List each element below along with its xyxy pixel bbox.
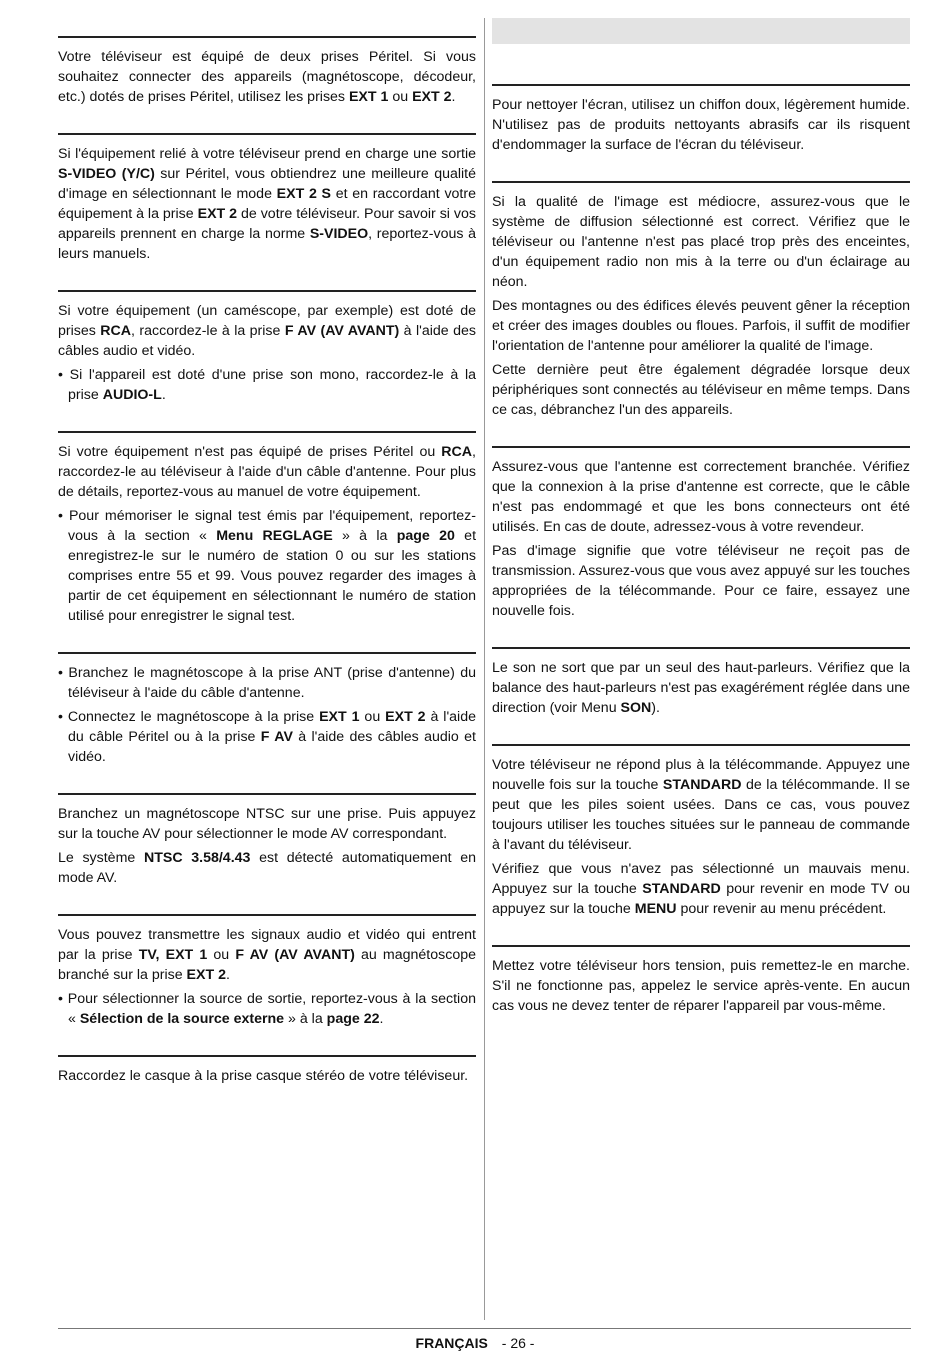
paragraph [492, 296, 910, 356]
bold-term: EXT 2 [197, 206, 238, 222]
text-run: ). [651, 700, 660, 716]
section [492, 446, 910, 647]
text-run: Mettez votre téléviseur hors tension, puis remettez-le en marche. S'il ne fonctionne pas, appelez le service après-vente. En aucun cas vous ne devez tenter de réparer l'appareil par vous-même. [492, 958, 910, 1014]
section [492, 18, 910, 181]
paragraph [492, 95, 910, 155]
paragraph [58, 925, 476, 985]
paragraph [58, 47, 476, 107]
section [492, 647, 910, 744]
text-run: pour revenir au menu précédent. [676, 901, 887, 917]
text-run: Vous pouvez transmettre les signaux audio et vidéo qui entrent par la prise [58, 927, 476, 963]
section-rule [58, 793, 476, 795]
paragraph [492, 755, 910, 855]
paragraph [58, 1066, 476, 1086]
text-run: et enregistrez-le sur le numéro de station 0 ou sur les stations comprises entre 55 et 99. Vous pouvez regarder des images à partir de cet équipement en sélectionnant le numéro de station utilisé pour enregistrer le signal test. [68, 528, 477, 624]
section-spacer [492, 1020, 910, 1042]
section [58, 290, 476, 431]
bold-term: F AV [260, 729, 293, 745]
text-run: à l'aide des câbles audio et vidéo. [58, 323, 476, 359]
section-rule [492, 181, 910, 183]
bold-term: EXT 2 [412, 89, 452, 105]
text-run: Si votre équipement (un caméscope, par exemple) est doté de prises [58, 303, 476, 339]
text-run: est détecté automatiquement en mode AV. [58, 850, 476, 886]
column-divider [484, 18, 485, 1320]
text-run: de votre téléviseur. Pour savoir si vos appareils prennent en charge la norme [58, 206, 476, 242]
text-run: Branchez un magnétoscope NTSC sur une prise. Puis appuyez sur la touche AV pour sélectionner le mode AV correspondant. [58, 806, 476, 842]
text-run: Pas d'image signifie que votre téléviseur ne reçoit pas de transmission. Assurez-vous que vous avez appuyé sur les touches appropriées de la télécommande. Pour ce faire, essayez une nouvelle fois. [492, 543, 910, 619]
text-run: sur Péritel, vous obtiendrez une meilleure qualité d'image en sélectionnant le mode [58, 166, 476, 202]
text-run: Cette dernière peut être également dégradée lorsque deux périphériques sont connectés au téléviseur en même temps. Dans ce cas, débranchez l'un des appareils. [492, 362, 910, 418]
section-spacer [58, 111, 476, 133]
text-run: au magnétoscope branché sur la prise [58, 947, 476, 983]
section [58, 652, 476, 793]
section-spacer [58, 771, 476, 793]
left-column [58, 18, 476, 1112]
bold-term: EXT 1 [319, 709, 360, 725]
text-run: » à la [332, 528, 397, 544]
section-spacer [492, 722, 910, 744]
text-run: . [451, 89, 456, 105]
paragraph [492, 658, 910, 718]
bold-term: Menu REGLAGE [216, 528, 333, 544]
section-spacer [58, 630, 476, 652]
paragraph [492, 541, 910, 621]
bullet-item [58, 506, 476, 626]
text-run: Vérifiez que vous n'avez pas sélectionné un mauvais menu. Appuyez sur la touche [492, 861, 910, 897]
text-run: , reportez-vous à leurs manuels. [58, 226, 476, 262]
bold-term: Sélection de la source externe [79, 1011, 285, 1027]
section-rule [492, 446, 910, 448]
text-run: Votre téléviseur est équipé de deux prises Péritel. Si vous souhaitez connecter des appareils (magnétoscope, décodeur, etc.) dotés de prises Péritel, utilisez les prises [58, 49, 476, 105]
section-spacer [492, 424, 910, 446]
bold-term: STANDARD [662, 777, 742, 793]
section-spacer [492, 923, 910, 945]
text-run: Le système [58, 850, 144, 866]
bold-term: S-VIDEO (Y/C) [58, 166, 155, 182]
bold-term: S-VIDEO [309, 226, 369, 242]
section [492, 744, 910, 945]
section-rule [58, 290, 476, 292]
text-run: Le son ne sort que par un seul des haut-parleurs. Vérifiez que la balance des haut-parleurs n'est pas exagérément réglée dans une direction (voir Menu [492, 660, 910, 716]
text-run: . [225, 967, 230, 983]
bullet-item [58, 989, 476, 1029]
bold-term: page 20 [396, 528, 455, 544]
right-column [492, 18, 910, 1042]
text-run: • Branchez le magnétoscope à la prise ANT (prise d'antenne) du téléviseur à l'aide du câble d'antenne. [58, 665, 476, 701]
section-rule [58, 652, 476, 654]
paragraph [58, 848, 476, 888]
paragraph [492, 192, 910, 292]
bullet-item [58, 707, 476, 767]
text-run: Votre téléviseur ne répond plus à la télécommande. Appuyez une nouvelle fois sur la touche [492, 757, 910, 793]
section [58, 1055, 476, 1112]
text-run: ou [359, 709, 386, 725]
text-run: , raccordez-le au téléviseur à l'aide d'un câble d'antenne. Pour plus de détails, reportez-vous au manuel de votre équipement. [58, 444, 476, 500]
section [58, 133, 476, 290]
bold-term: page 22 [326, 1011, 380, 1027]
bold-term: TV, EXT 1 [138, 947, 208, 963]
paragraph [58, 442, 476, 502]
text-run: Si votre équipement n'est pas équipé de prises Péritel ou [58, 444, 442, 460]
text-run: . [379, 1011, 384, 1027]
section-header-bar [492, 18, 910, 44]
section [58, 18, 476, 133]
bold-term: EXT 2 [385, 709, 426, 725]
paragraph [492, 360, 910, 420]
section-rule [58, 914, 476, 916]
text-run: Si la qualité de l'image est médiocre, assurez-vous que le système de diffusion sélectionné est correct. Vérifiez que le téléviseur ou l'antenne n'est pas placé trop près des enceintes, d'un équipement radio non mis à la terre ou d'un éclairage au néon. [492, 194, 910, 290]
text-run: Des montagnes ou des édifices élevés peuvent gêner la réception et créer des images doubles ou floues. Parfois, il suffit de modifier l'orientation de l'antenne pour améliorer la qualité de l'image. [492, 298, 910, 354]
text-run: • Si l'appareil est doté d'une prise son mono, raccordez-le à la prise [58, 367, 476, 403]
section-spacer [58, 409, 476, 431]
text-run: Raccordez le casque à la prise casque stéréo de votre téléviseur. [58, 1068, 469, 1084]
bold-term: NTSC 3.58/4.43 [143, 850, 251, 866]
section-rule [492, 647, 910, 649]
section [58, 914, 476, 1055]
section [492, 945, 910, 1042]
section [492, 181, 910, 446]
text-run: pour revenir en mode TV ou appuyez sur la touche [492, 881, 910, 917]
section-rule [492, 945, 910, 947]
section-rule [58, 431, 476, 433]
text-run: ou [388, 89, 413, 105]
text-run: » à la [284, 1011, 327, 1027]
section-rule [492, 744, 910, 746]
text-run: Pour nettoyer l'écran, utilisez un chiffon doux, légèrement humide. N'utilisez pas de produits nettoyants abrasifs car ils risquent d'endommager la surface de l'écran du téléviseur. [492, 97, 910, 153]
bullet-item [58, 365, 476, 405]
footer-language: FRANÇAIS [415, 1335, 488, 1351]
page-number: - 26 - [501, 1335, 535, 1351]
bold-term: SON [620, 700, 652, 716]
section [58, 431, 476, 652]
section-rule [58, 36, 476, 38]
bullet-item [58, 663, 476, 703]
section-spacer [58, 892, 476, 914]
paragraph [492, 956, 910, 1016]
section-spacer [492, 159, 910, 181]
section-rule [492, 84, 910, 86]
section-rule [58, 133, 476, 135]
text-run: • Pour mémoriser le signal test émis par l'équipement, reportez-vous à la section « [58, 508, 476, 544]
page-footer [0, 1335, 950, 1351]
section-spacer [58, 1090, 476, 1112]
section-spacer [58, 1033, 476, 1055]
section-rule [58, 1055, 476, 1057]
bold-term: MENU [634, 901, 677, 917]
bold-term: RCA [100, 323, 132, 339]
bold-term: STANDARD [642, 881, 721, 897]
bold-term: RCA [441, 444, 473, 460]
text-run: • Connectez le magnétoscope à la prise [58, 709, 320, 725]
text-run: , raccordez-le à la prise [131, 323, 285, 339]
section [58, 793, 476, 914]
text-run: et en raccordant votre équipement à la prise [58, 186, 476, 222]
text-run: • Pour sélectionner la source de sortie, reportez-vous à la section « [58, 991, 476, 1027]
paragraph [58, 804, 476, 844]
bold-term: F AV (AV AVANT) [235, 947, 355, 963]
section-spacer [58, 268, 476, 290]
paragraph [58, 301, 476, 361]
text-run: à l'aide des câbles audio et vidéo. [68, 729, 476, 765]
bold-term: F AV (AV AVANT) [284, 323, 400, 339]
bold-term: EXT 1 [348, 89, 389, 105]
text-run: à l'aide du câble Péritel ou à la prise [68, 709, 476, 745]
section-spacer [492, 625, 910, 647]
text-run: ou [207, 947, 236, 963]
bold-term: AUDIO-L [102, 387, 162, 403]
text-run: Assurez-vous que l'antenne est correctement branchée. Vérifiez que la connexion à la prise d'antenne est correcte, que le câble n'est pas endommagé et que les bons connecteurs ont été utilisés. En cas de doute, adressez-vous à votre revendeur. [492, 459, 910, 535]
footer-rule [58, 1328, 911, 1329]
text-run: Si l'équipement relié à votre téléviseur prend en charge une sortie [58, 146, 476, 162]
paragraph [492, 859, 910, 919]
paragraph [492, 457, 910, 537]
bold-term: EXT 2 S [276, 186, 331, 202]
bold-term: EXT 2 [186, 967, 226, 983]
text-run: de la télécommande. Il se peut que les piles soient usées. Dans ce cas, vous pouvez toujours utiliser les touches situées sur le panneau de commande à l'avant du téléviseur. [492, 777, 910, 853]
paragraph [58, 144, 476, 264]
text-run: . [161, 387, 166, 403]
